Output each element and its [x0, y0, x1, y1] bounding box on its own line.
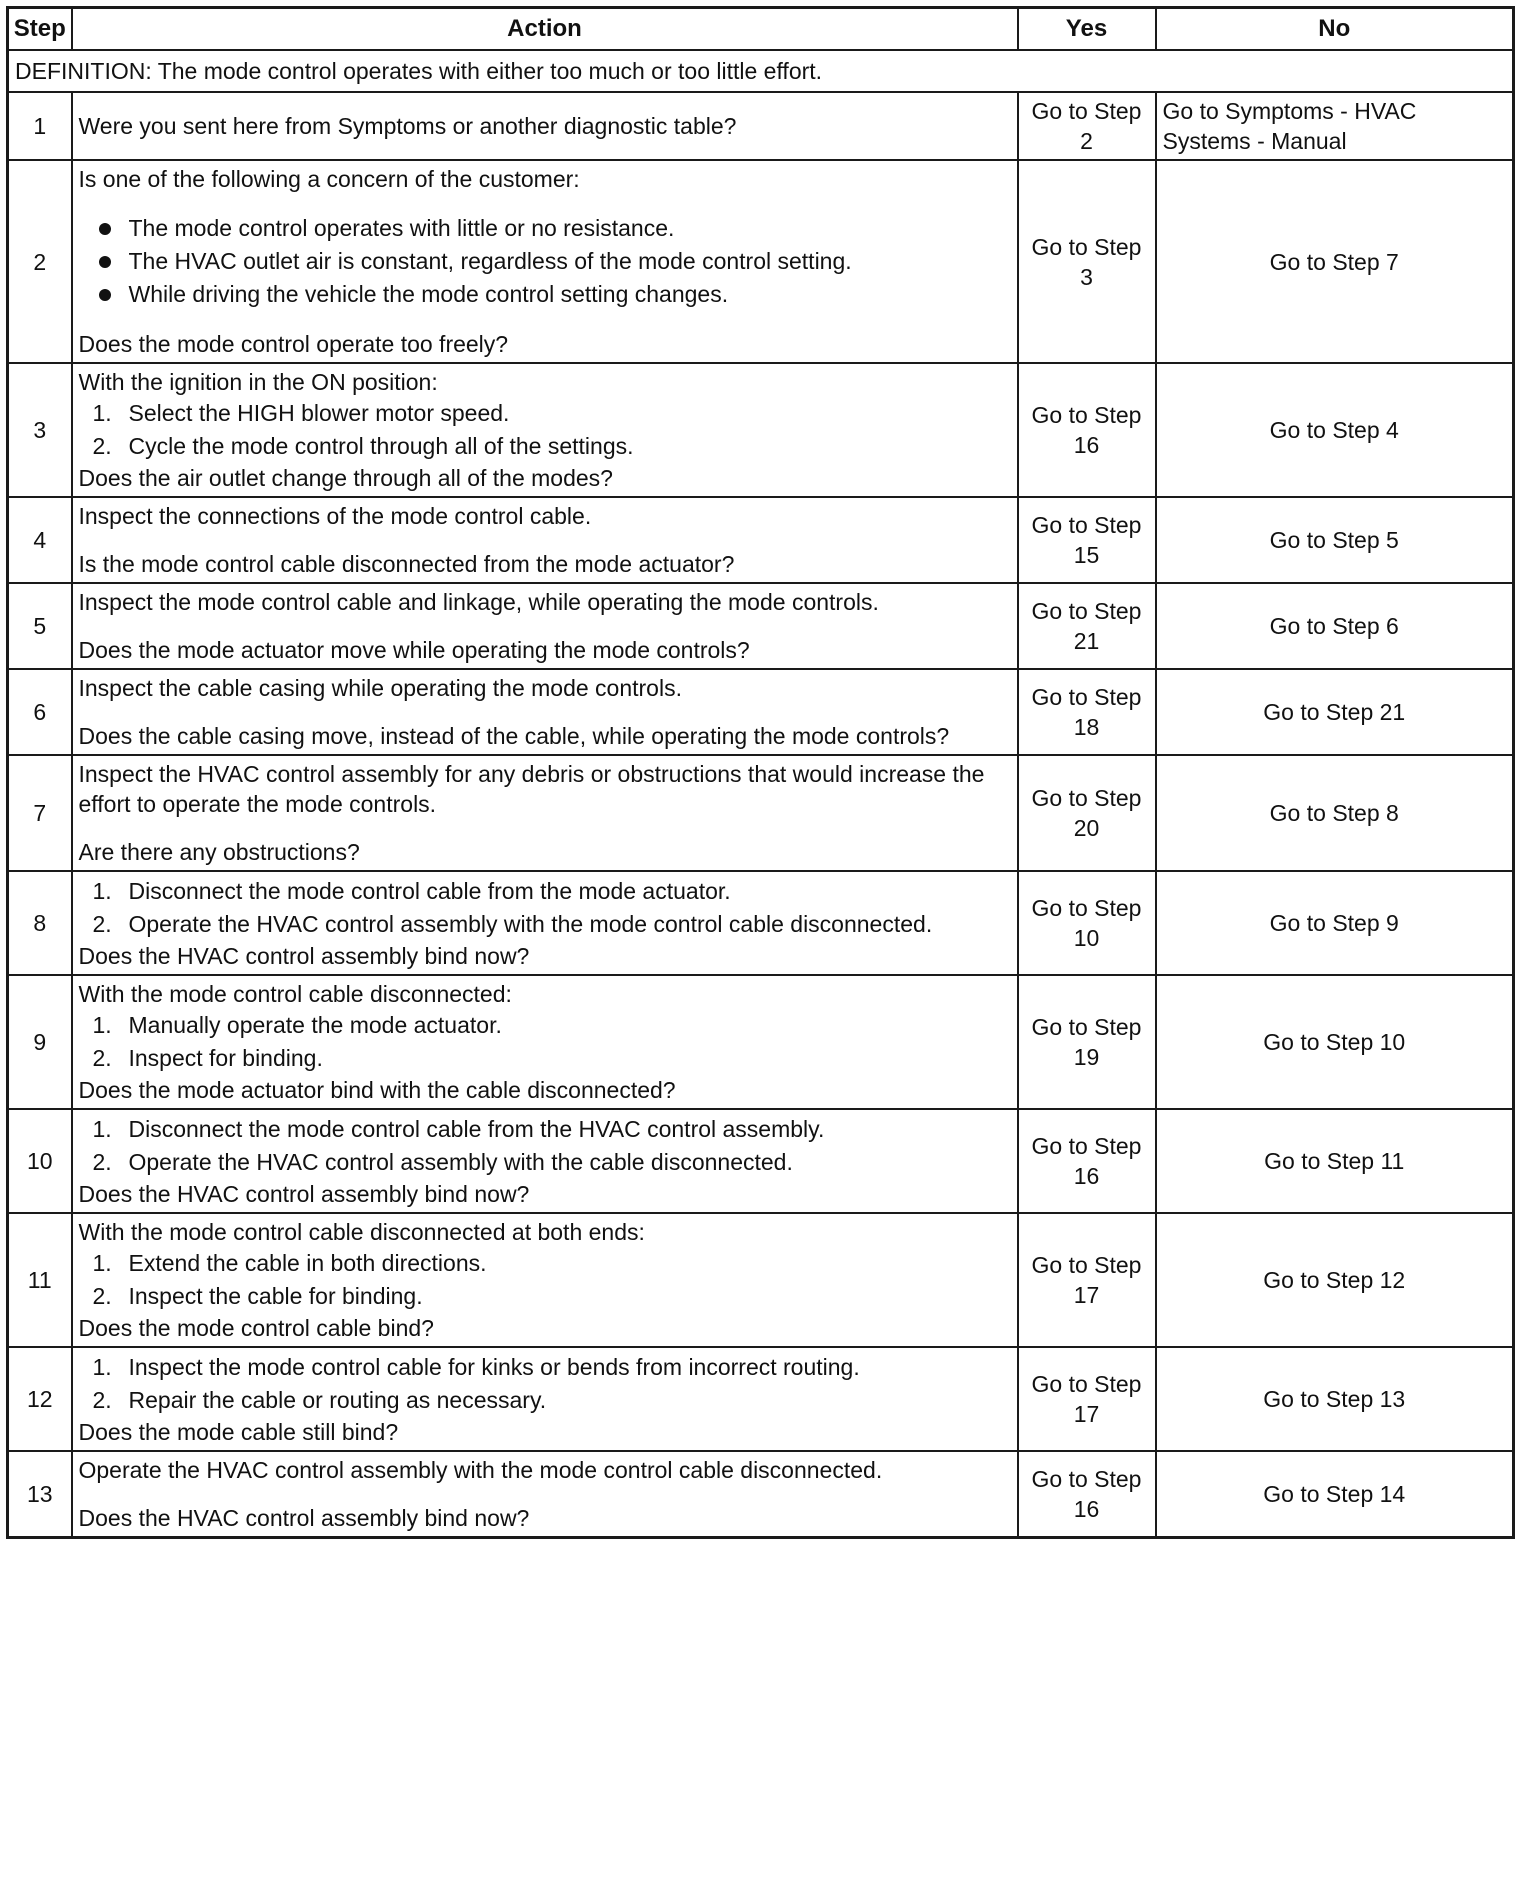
item-text: Operate the HVAC control assembly with the cable disconnected. [128, 1149, 793, 1175]
numbered-list [79, 875, 1011, 941]
table-row [8, 92, 1514, 160]
item-text: Inspect the cable for binding. [128, 1283, 423, 1309]
action-instruction: Inspect the connections of the mode control cable. [78, 503, 592, 529]
numbered-list [79, 1247, 1011, 1313]
no-result: Go to Symptoms - HVAC Systems - Manual [1156, 92, 1514, 160]
numbered-item [79, 1351, 1011, 1384]
item-text: Disconnect the mode control cable from the mode actuator. [128, 878, 731, 904]
item-number: 1. [92, 1354, 112, 1380]
table-row [8, 975, 1514, 1109]
yes-result: Go to Step 17 [1018, 1213, 1156, 1347]
action-cell [72, 583, 1018, 669]
item-number: 2. [92, 1149, 112, 1175]
item-number: 1. [92, 400, 112, 426]
numbered-item [79, 1146, 1011, 1179]
step-number: 9 [8, 975, 72, 1109]
action-instruction: With the mode control cable disconnected at both ends: [78, 1219, 645, 1245]
no-result: Go to Step 21 [1156, 669, 1514, 755]
action-question: Does the mode cable still bind? [78, 1419, 399, 1445]
table-row [8, 497, 1514, 583]
action-instruction: Is one of the following a concern of the customer: [78, 166, 580, 192]
numbered-item [79, 1247, 1011, 1280]
action-question: Does the mode actuator move while operating the mode controls? [78, 637, 750, 663]
table-row [8, 160, 1514, 363]
action-cell [72, 669, 1018, 755]
step-number: 13 [8, 1451, 72, 1538]
no-result: Go to Step 7 [1156, 160, 1514, 363]
action-instruction: With the ignition in the ON position: [78, 369, 438, 395]
bullet-item: The mode control operates with little or no resistance. [79, 212, 1011, 245]
action-cell [72, 1213, 1018, 1347]
action-question: Does the HVAC control assembly bind now? [78, 1181, 530, 1207]
action-question: Does the HVAC control assembly bind now? [78, 1505, 530, 1531]
step-number: 6 [8, 669, 72, 755]
no-result: Go to Step 12 [1156, 1213, 1514, 1347]
definition-text: DEFINITION: The mode control operates with either too much or too little effort. [8, 50, 1514, 92]
action-question: Were you sent here from Symptoms or another diagnostic table? [78, 113, 737, 139]
numbered-item [79, 1113, 1011, 1146]
numbered-item [79, 430, 1011, 463]
step-number: 5 [8, 583, 72, 669]
step-number: 3 [8, 363, 72, 497]
no-result: Go to Step 14 [1156, 1451, 1514, 1538]
step-number: 10 [8, 1109, 72, 1213]
action-cell [72, 497, 1018, 583]
header-yes: Yes [1018, 8, 1156, 51]
action-question: Does the mode actuator bind with the cable disconnected? [78, 1077, 676, 1103]
step-number: 4 [8, 497, 72, 583]
yes-result: Go to Step 21 [1018, 583, 1156, 669]
item-number: 1. [92, 1250, 112, 1276]
yes-result: Go to Step 16 [1018, 1109, 1156, 1213]
action-question: Does the air outlet change through all of the modes? [78, 465, 613, 491]
table-row [8, 363, 1514, 497]
action-question: Is the mode control cable disconnected from the mode actuator? [78, 551, 735, 577]
bullet-list [79, 212, 1011, 311]
table-row [8, 755, 1514, 871]
no-result: Go to Step 4 [1156, 363, 1514, 497]
item-text: Operate the HVAC control assembly with the mode control cable disconnected. [128, 911, 933, 937]
yes-result: Go to Step 2 [1018, 92, 1156, 160]
yes-result: Go to Step 3 [1018, 160, 1156, 363]
no-result: Go to Step 6 [1156, 583, 1514, 669]
action-question: Does the HVAC control assembly bind now? [78, 943, 530, 969]
yes-result: Go to Step 19 [1018, 975, 1156, 1109]
action-instruction: Inspect the mode control cable and linkage, while operating the mode controls. [78, 589, 879, 615]
numbered-item [79, 1009, 1011, 1042]
step-number: 11 [8, 1213, 72, 1347]
table-row [8, 1347, 1514, 1451]
header-no: No [1156, 8, 1514, 51]
header-action: Action [72, 8, 1018, 51]
yes-result: Go to Step 16 [1018, 363, 1156, 497]
no-result: Go to Step 13 [1156, 1347, 1514, 1451]
table-row [8, 1213, 1514, 1347]
item-text: Inspect for binding. [128, 1045, 323, 1071]
numbered-item [79, 1280, 1011, 1313]
table-header-row [8, 8, 1514, 51]
yes-result: Go to Step 18 [1018, 669, 1156, 755]
item-text: Disconnect the mode control cable from the HVAC control assembly. [128, 1116, 825, 1142]
action-question: Does the mode control operate too freely? [78, 331, 509, 357]
item-text: Inspect the mode control cable for kinks or bends from incorrect routing. [128, 1354, 860, 1380]
yes-result: Go to Step 20 [1018, 755, 1156, 871]
no-result: Go to Step 10 [1156, 975, 1514, 1109]
item-number: 2. [92, 1283, 112, 1309]
table-row [8, 1109, 1514, 1213]
numbered-item [79, 908, 1011, 941]
item-number: 2. [92, 1387, 112, 1413]
item-number: 1. [92, 1012, 112, 1038]
table-row [8, 583, 1514, 669]
action-instruction: Inspect the HVAC control assembly for any debris or obstructions that would increase the effort to operate the mode controls. [78, 761, 985, 817]
numbered-list [79, 1113, 1011, 1179]
step-number: 12 [8, 1347, 72, 1451]
action-cell [72, 1109, 1018, 1213]
item-number: 1. [92, 878, 112, 904]
action-instruction: Operate the HVAC control assembly with the mode control cable disconnected. [78, 1457, 883, 1483]
action-cell [72, 975, 1018, 1109]
item-number: 2. [92, 1045, 112, 1071]
item-text: Repair the cable or routing as necessary. [128, 1387, 547, 1413]
definition-row [8, 50, 1514, 92]
numbered-list [79, 397, 1011, 463]
table-row [8, 1451, 1514, 1538]
bullet-item: The HVAC outlet air is constant, regardless of the mode control setting. [79, 245, 1011, 278]
item-number: 2. [92, 911, 112, 937]
header-step: Step [8, 8, 72, 51]
yes-result: Go to Step 16 [1018, 1451, 1156, 1538]
action-instruction: With the mode control cable disconnected: [78, 981, 512, 1007]
numbered-list [79, 1351, 1011, 1417]
action-cell [72, 1451, 1018, 1538]
action-question: Does the mode control cable bind? [78, 1315, 434, 1341]
bullet-item: While driving the vehicle the mode control setting changes. [79, 278, 1011, 311]
action-cell [72, 92, 1018, 160]
numbered-item [79, 397, 1011, 430]
item-number: 1. [92, 1116, 112, 1142]
step-number: 7 [8, 755, 72, 871]
table-row [8, 871, 1514, 975]
item-number: 2. [92, 433, 112, 459]
action-cell [72, 1347, 1018, 1451]
action-question: Does the cable casing move, instead of the cable, while operating the mode controls? [78, 723, 950, 749]
numbered-item [79, 1384, 1011, 1417]
table-row [8, 669, 1514, 755]
yes-result: Go to Step 10 [1018, 871, 1156, 975]
yes-result: Go to Step 15 [1018, 497, 1156, 583]
diagnostic-table [6, 6, 1515, 1539]
action-cell [72, 160, 1018, 363]
action-instruction: Inspect the cable casing while operating the mode controls. [78, 675, 682, 701]
item-text: Manually operate the mode actuator. [128, 1012, 502, 1038]
item-text: Select the HIGH blower motor speed. [128, 400, 510, 426]
numbered-list [79, 1009, 1011, 1075]
no-result: Go to Step 5 [1156, 497, 1514, 583]
no-result: Go to Step 11 [1156, 1109, 1514, 1213]
no-result: Go to Step 9 [1156, 871, 1514, 975]
action-cell [72, 755, 1018, 871]
item-text: Extend the cable in both directions. [128, 1250, 487, 1276]
step-number: 1 [8, 92, 72, 160]
yes-result: Go to Step 17 [1018, 1347, 1156, 1451]
step-number: 2 [8, 160, 72, 363]
item-text: Cycle the mode control through all of the settings. [128, 433, 634, 459]
no-result: Go to Step 8 [1156, 755, 1514, 871]
numbered-item [79, 875, 1011, 908]
numbered-item [79, 1042, 1011, 1075]
step-number: 8 [8, 871, 72, 975]
action-cell [72, 363, 1018, 497]
action-cell [72, 871, 1018, 975]
action-question: Are there any obstructions? [78, 839, 360, 865]
